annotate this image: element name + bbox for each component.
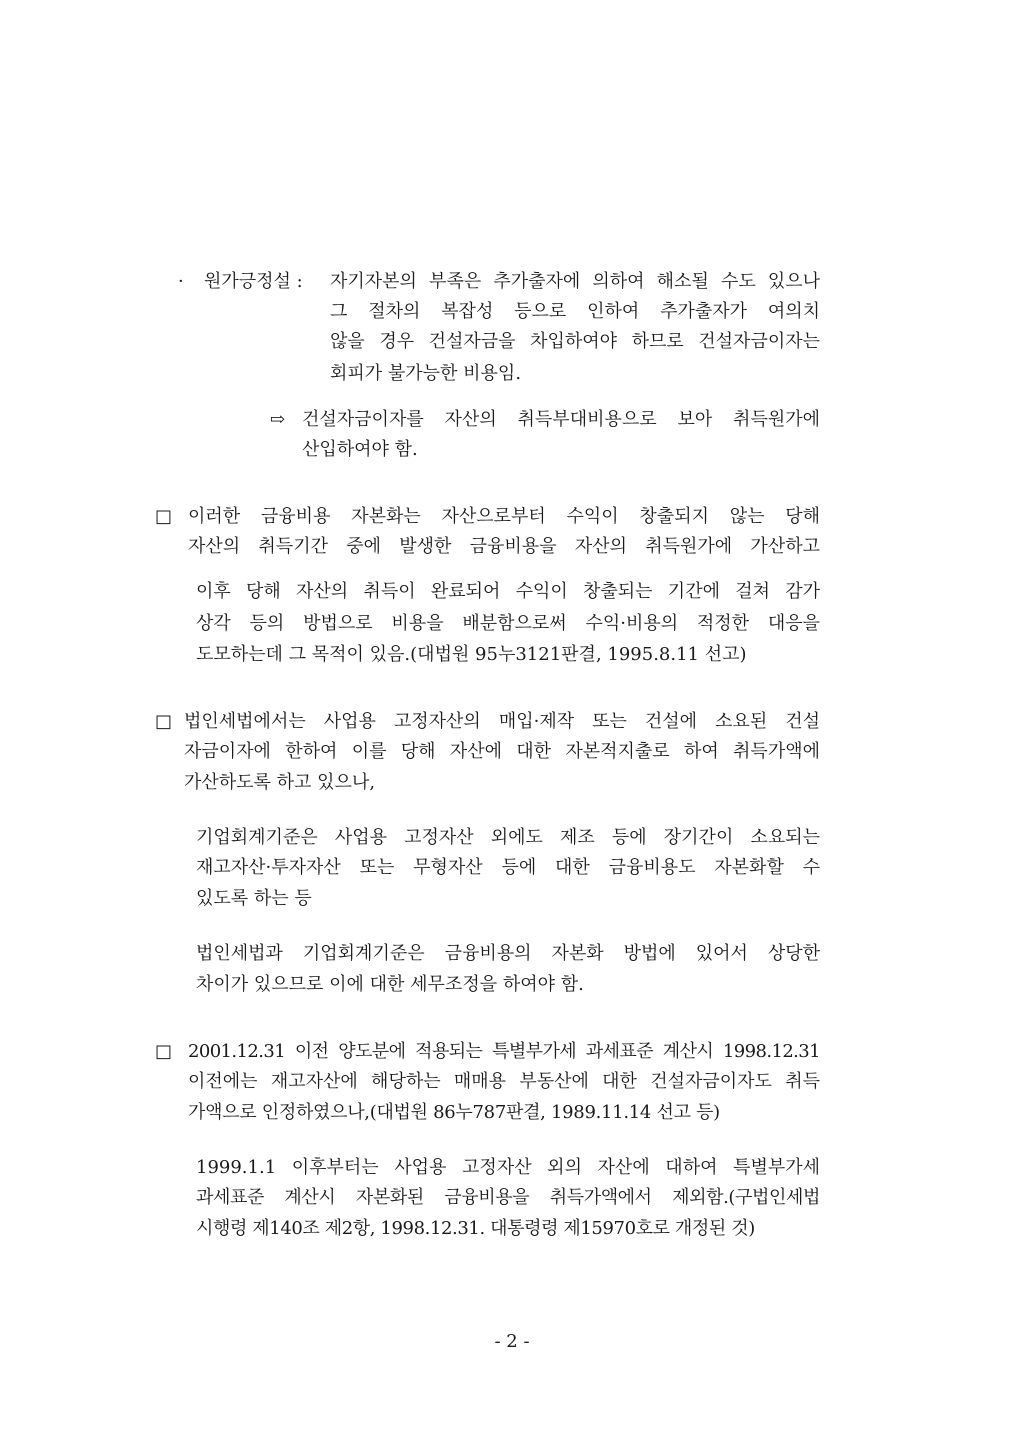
paragraph-line: 기업회계기준은 사업용 고정자산 외에도 제조 등에 장기간이 소요되는 (196, 827, 820, 848)
paragraph-line: 건설자금이자를 자산의 취득부대비용으로 보아 취득원가에 (302, 409, 820, 430)
paragraph-line: 자기자본의 부족은 추가출자에 의하여 해소될 수도 있으나 (330, 271, 820, 292)
arrow-icon: ⇨ (270, 409, 286, 430)
paragraph-line: 산입하여야 함. (302, 439, 418, 460)
paragraph-line: 그 절차의 복잡성 등으로 인하여 추가출자가 여의치 (330, 301, 820, 322)
paragraph-line: 있도록 하는 등 (196, 888, 312, 909)
paragraph-line: 1999.1.1 이후부터는 사업용 고정자산 외의 자산에 대하여 특별부가세 (196, 1157, 820, 1178)
paragraph-line: 자산의 취득기간 중에 발생한 금융비용을 자산의 취득원가에 가산하고 (188, 536, 820, 557)
paragraph-line: 차이가 있으므로 이에 대한 세무조정을 하여야 함. (196, 974, 584, 995)
paragraph-line: 이러한 금융비용 자본화는 자산으로부터 수익이 창출되지 않는 당해 (188, 506, 820, 527)
checkbox-bullet-icon: □ (155, 506, 173, 527)
paragraph-line: 시행령 제140조 제2항, 1998.12.31. 대통령령 제15970호로 개정된 것) (196, 1218, 755, 1239)
paragraph-line: 이후 당해 자산의 취득이 완료되어 수익이 창출되는 기간에 걸쳐 감가 (196, 581, 820, 602)
paragraph-line: 도모하는데 그 목적이 있음.(대법원 95누3121판결, 1995.8.11 선고) (196, 644, 747, 665)
page-number: - 2 - (494, 1331, 530, 1352)
paragraph-line: 않을 경우 건설자금을 차입하여야 하므로 건설자금이자는 (330, 331, 820, 352)
term-label: 원가긍정설 : (204, 271, 303, 292)
checkbox-bullet-icon: □ (155, 711, 173, 732)
paragraph-line: 재고자산·투자자산 또는 무형자산 등에 대한 금융비용도 자본화할 수 (196, 857, 820, 878)
paragraph-line: 과세표준 계산시 자본화된 금융비용을 취득가액에서 제외함.(구법인세법 (196, 1187, 820, 1208)
paragraph-line: 자금이자에 한하여 이를 당해 자산에 대한 자본적지출로 하여 취득가액에 (184, 741, 820, 762)
paragraph-line: 법인세법과 기업회계기준은 금융비용의 자본화 방법에 있어서 상당한 (196, 943, 820, 964)
bullet: · (178, 271, 184, 292)
paragraph-line: 2001.12.31 이전 양도분에 적용되는 특별부가세 과세표준 계산시 1998.12.31 (188, 1041, 820, 1062)
paragraph-line: 가산하도록 하고 있으나, (184, 772, 376, 793)
paragraph-line: 이전에는 재고자산에 해당하는 매매용 부동산에 대한 건설자금이자도 취득 (188, 1071, 820, 1092)
paragraph-line: 회피가 불가능한 비용임. (330, 363, 522, 384)
paragraph-line: 상각 등의 방법으로 비용을 배분함으로써 수익·비용의 적정한 대응을 (196, 613, 820, 634)
paragraph-line: 법인세법에서는 사업용 고정자산의 매입·제작 또는 건설에 소요된 건설 (184, 711, 820, 732)
checkbox-bullet-icon: □ (155, 1041, 173, 1062)
paragraph-line: 가액으로 인정하였으나,(대법원 86누787판결, 1989.11.14 선고 등) (188, 1102, 720, 1123)
